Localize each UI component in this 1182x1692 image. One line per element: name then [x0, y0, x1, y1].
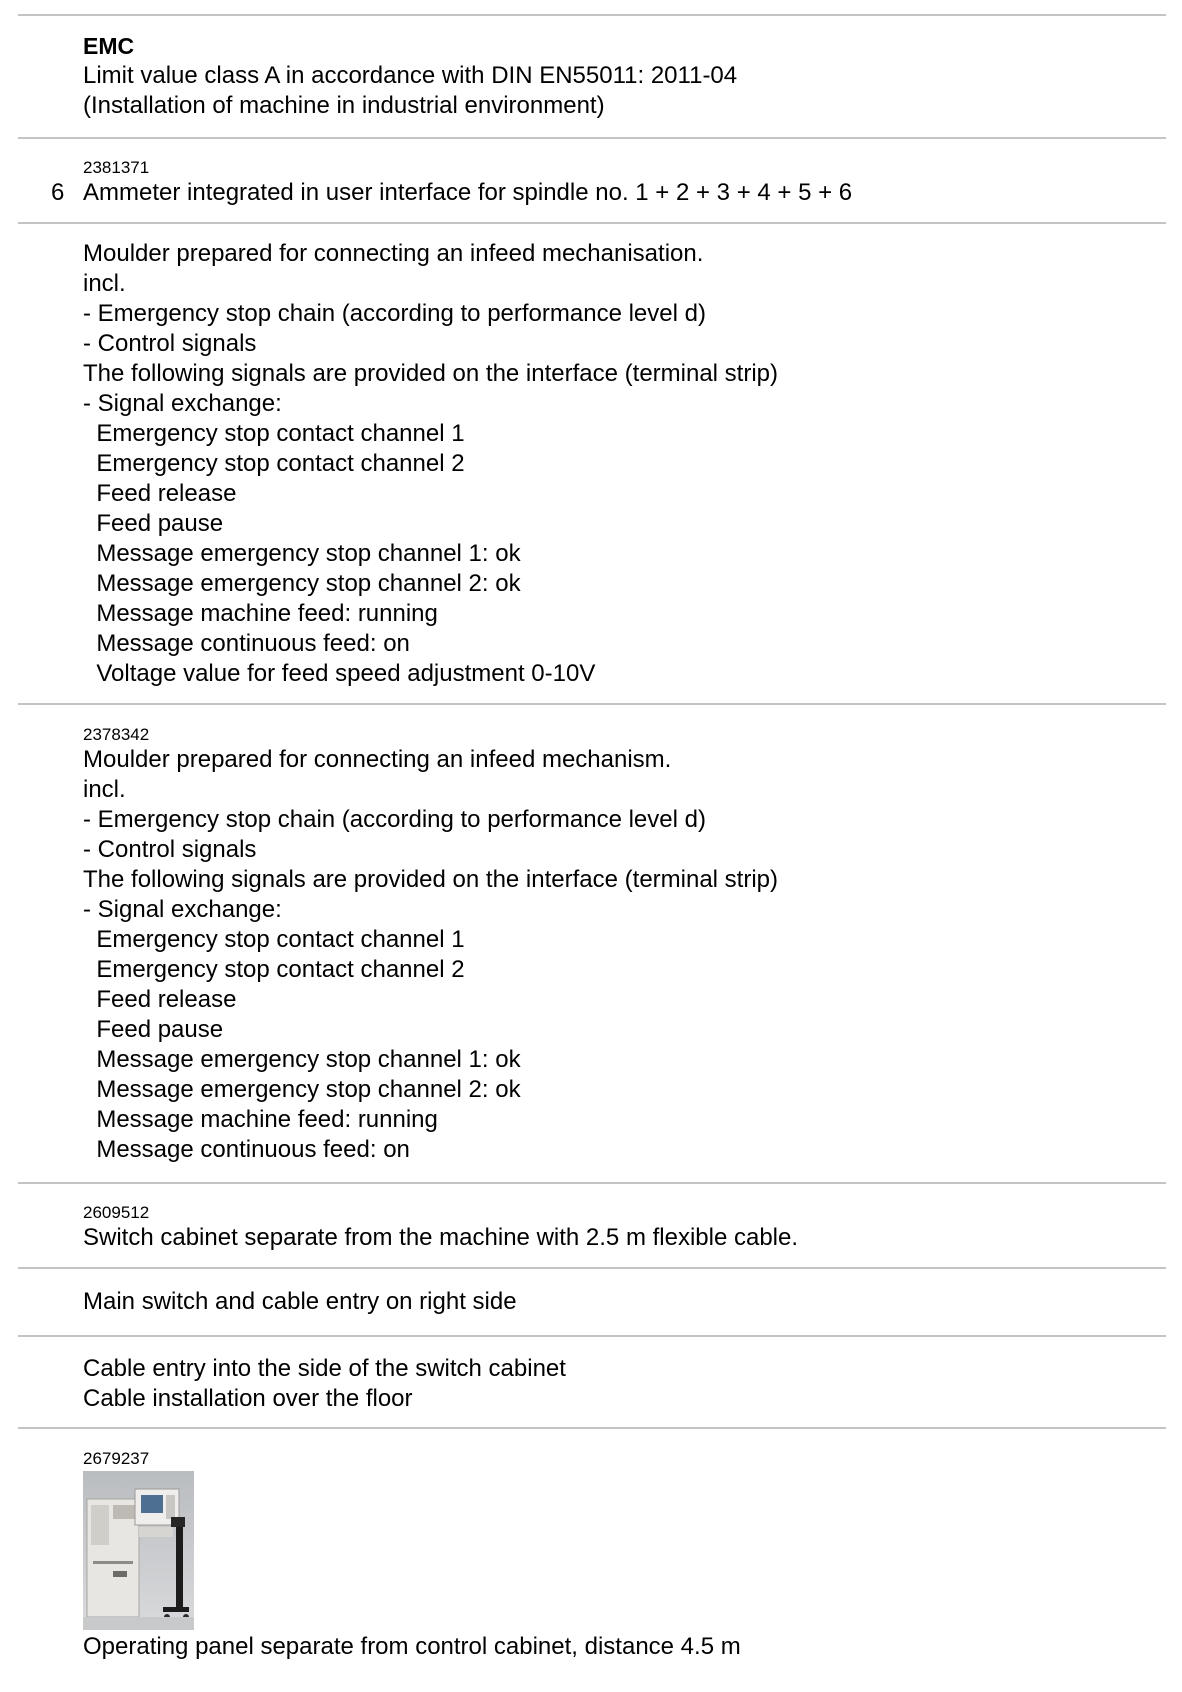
section-cable-entry — [83, 1354, 1162, 1414]
text-line: - Signal exchange: — [83, 896, 282, 923]
rule — [18, 137, 1166, 139]
text-line: incl. — [83, 270, 126, 297]
section-infeed-mechanism — [83, 725, 1162, 1165]
section-ammeter — [83, 158, 1162, 208]
rule — [18, 14, 1166, 16]
text-line: The following signals are provided on the interface (terminal strip) — [83, 866, 779, 893]
operating-panel-photo — [83, 1471, 194, 1630]
section-infeed-mechanisation — [83, 239, 1162, 689]
text-line: Message emergency stop channel 2: ok — [83, 1076, 521, 1103]
text-line: (Installation of machine in industrial environment) — [83, 92, 605, 119]
section-main-switch — [83, 1287, 1162, 1317]
text-line: The following signals are provided on the interface (terminal strip) — [83, 360, 779, 387]
text-line: Message continuous feed: on — [83, 1136, 410, 1163]
text-line: - Control signals — [83, 836, 257, 863]
article-number: 2679237 — [83, 1449, 150, 1468]
text-line: Message continuous feed: on — [83, 630, 410, 657]
section-operating-panel — [83, 1449, 1162, 1662]
text-line: Emergency stop contact channel 2 — [83, 956, 465, 983]
text-line: incl. — [83, 776, 126, 803]
text-line: Message machine feed: running — [83, 1106, 438, 1133]
text-line: Switch cabinet separate from the machine with 2.5 m flexible cable. — [83, 1224, 799, 1251]
quantity: 6 — [51, 179, 65, 206]
text-line: - Signal exchange: — [83, 390, 282, 417]
rule — [18, 1335, 1166, 1337]
text-line: Moulder prepared for connecting an infeed mechanisation. — [83, 240, 704, 267]
text-line: - Emergency stop chain (according to performance level d) — [83, 300, 706, 327]
text-line: Feed release — [83, 480, 237, 507]
section-title: EMC — [83, 33, 135, 59]
section-switch-cabinet — [83, 1203, 1162, 1253]
text-line: Feed pause — [83, 510, 224, 537]
article-number: 2609512 — [83, 1203, 150, 1222]
text-line: Emergency stop contact channel 1 — [83, 926, 465, 953]
text-line: Moulder prepared for connecting an infeed mechanism. — [83, 746, 672, 773]
text-line: Message emergency stop channel 1: ok — [83, 540, 521, 567]
text-line: Emergency stop contact channel 1 — [83, 420, 465, 447]
text-line: Operating panel separate from control cabinet, distance 4.5 m — [83, 1633, 741, 1660]
rule — [18, 703, 1166, 705]
text-line: Ammeter integrated in user interface for spindle no. 1 + 2 + 3 + 4 + 5 + 6 — [83, 179, 853, 206]
text-line: Message emergency stop channel 1: ok — [83, 1046, 521, 1073]
text-line: Limit value class A in accordance with DIN EN55011: 2011-04 — [83, 62, 738, 89]
rule — [18, 1182, 1166, 1184]
text-line: Feed pause — [83, 1016, 224, 1043]
text-line: Feed release — [83, 986, 237, 1013]
article-number: 2378342 — [83, 725, 150, 744]
text-line: - Control signals — [83, 330, 257, 357]
text-line: - Emergency stop chain (according to performance level d) — [83, 806, 706, 833]
text-line: Message machine feed: running — [83, 600, 438, 627]
rule — [18, 1267, 1166, 1269]
rule — [18, 1427, 1166, 1429]
text-line: Message emergency stop channel 2: ok — [83, 570, 521, 597]
rule — [18, 222, 1166, 224]
text-line: Cable installation over the floor — [83, 1385, 413, 1412]
section-emc — [83, 31, 1162, 121]
text-line: Main switch and cable entry on right side — [83, 1288, 517, 1315]
text-line: Voltage value for feed speed adjustment 0-10V — [83, 660, 596, 687]
article-number: 2381371 — [83, 158, 150, 177]
text-line: Emergency stop contact channel 2 — [83, 450, 465, 477]
text-line: Cable entry into the side of the switch cabinet — [83, 1355, 566, 1382]
